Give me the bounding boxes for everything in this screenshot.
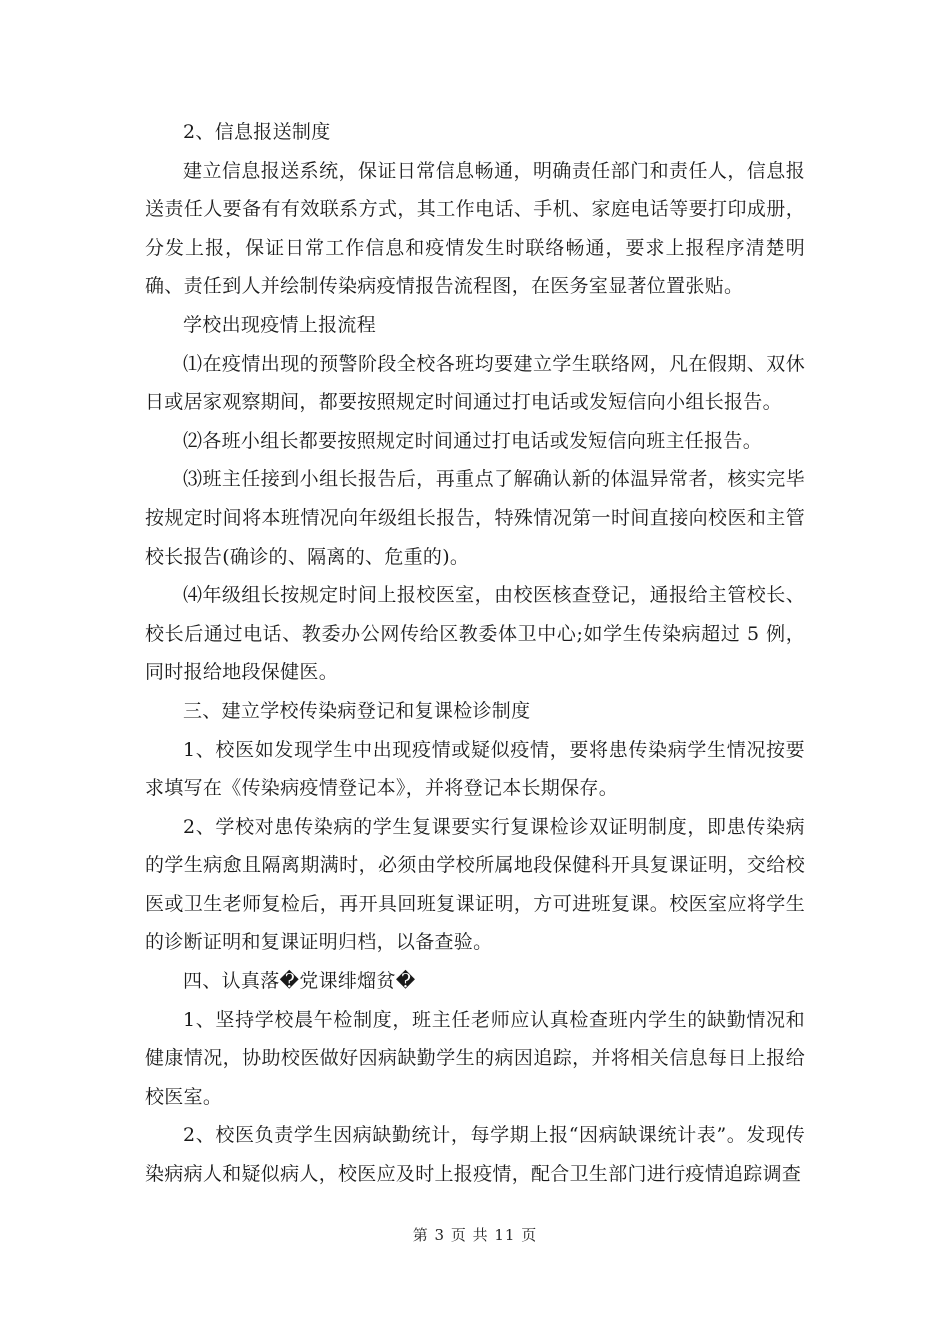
paragraph: 建立信息报送系统，保证日常信息畅通，明确责任部门和责任人，信息报送责任人要备有有效联系方式，其工作电话、手机、家庭电话等要打印成册，分发上报，保证日常工作信息和疫情发生时联络畅通，要求上报程序清楚明确、责任到人并绘制传染病疫情报告流程图，在医务室显著位置张贴。	[145, 159, 805, 298]
paragraph: 1、校医如发现学生中出现疫情或疑似疫情，要将患传染病学生情况按要求填写在《传染病疫情登记本》，并将登记本长期保存。	[145, 738, 805, 800]
paragraph: ⑵各班小组长都要按照规定时间通过打电话或发短信向班主任报告。	[183, 429, 763, 452]
paragraph-heading: 学校出现疫情上报流程	[183, 313, 377, 336]
paragraph: ⑷年级组长按规定时间上报校医室，由校医核查登记，通报给主管校长、校长后通过电话、教委办公网传给区教委体卫中心;如学生传染病超过 5 例，同时报给地段保健医。	[145, 584, 805, 684]
page-number-footer: 第 3 页 共 11 页	[412, 1226, 538, 1244]
paragraph: 2、校医负责学生因病缺勤统计，每学期上报“因病缺课统计表”。发现传染病病人和疑似病人，校医应及时上报疫情，配合卫生部门进行疫情追踪调查	[145, 1124, 805, 1186]
paragraph: ⑴在疫情出现的预警阶段全校各班均要建立学生联络网，凡在假期、双休日或居家观察期间，都要按照规定时间通过打电话或发短信向小组长报告。	[145, 352, 805, 414]
paragraph: ⑶班主任接到小组长报告后，再重点了解确认新的体温异常者，核实完毕按规定时间将本班情况向年级组长报告，特殊情况第一时间直接向校医和主管校长报告(确诊的、隔离的、危重的)。	[145, 468, 805, 568]
paragraph-heading: 三、建立学校传染病登记和复课检诊制度	[183, 699, 531, 722]
paragraph-heading: 2、信息报送制度	[183, 121, 331, 143]
paragraph: 2、学校对患传染病的学生复课要实行复课检诊双证明制度，即患传染病的学生病愈且隔离期满时，必须由学校所属地段保健科开具复课证明，交给校医或卫生老师复检后，再开具回班复课证明，方可进班复课。校医室应将学生的诊断证明和复课证明归档，以备查验。	[145, 815, 805, 954]
paragraph-heading: 四、认真落�党课绯熘贫�	[183, 970, 416, 993]
document-body	[145, 113, 805, 1194]
paragraph: 1、坚持学校晨午检制度，班主任老师应认真检查班内学生的缺勤情况和健康情况，协助校医做好因病缺勤学生的病因追踪，并将相关信息每日上报给校医室。	[145, 1008, 805, 1108]
